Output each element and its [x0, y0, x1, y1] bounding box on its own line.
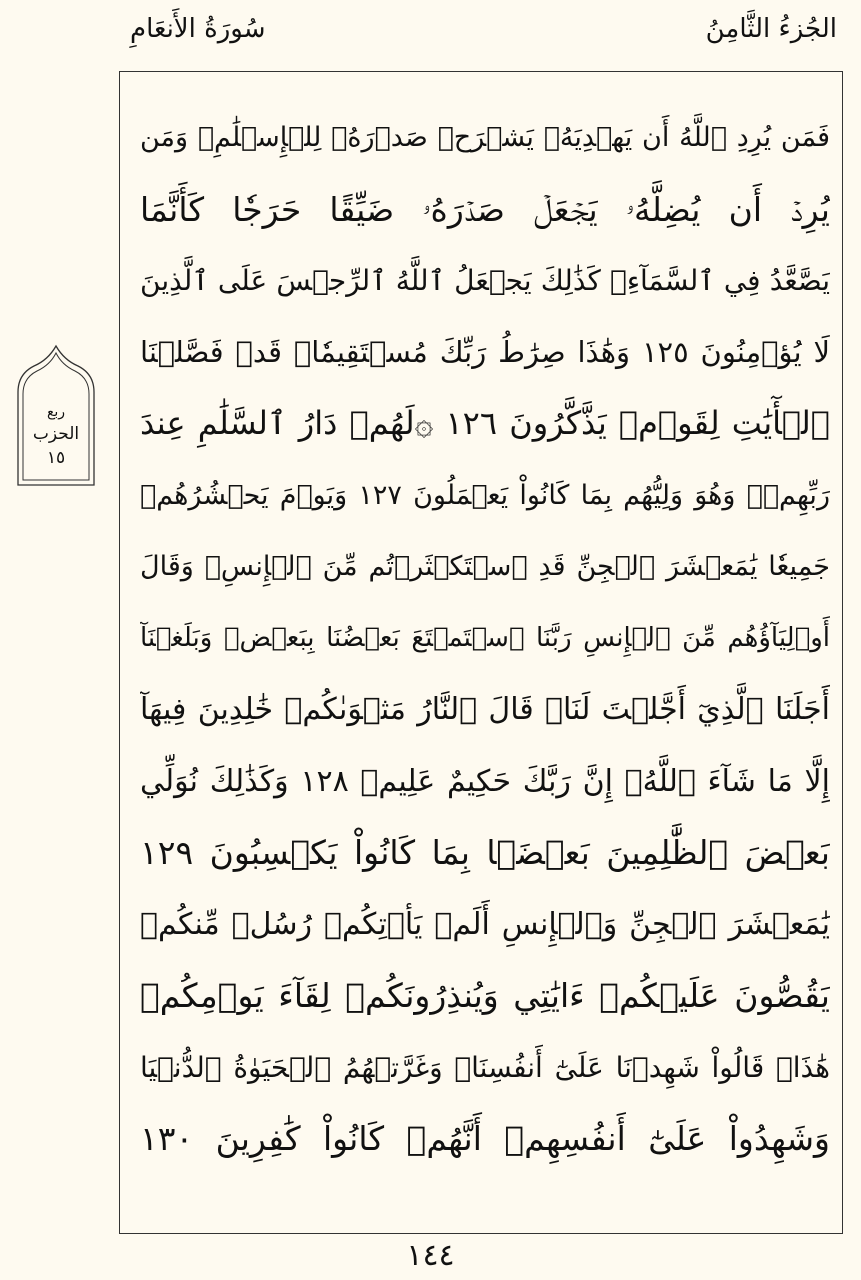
verse-line: لَا يُؤۡمِنُونَ ١٢٥ وَهَٰذَا صِرَٰطُ رَبِّكَ مُسۡتَقِيمٗاۗ قَدۡ فَصَّلۡنَا: [140, 334, 830, 369]
verse-lines: [140, 102, 830, 1175]
verse-line: بَعۡضَ ٱلظَّٰلِمِينَ بَعۡضَۢا بِمَا كَانُواْ يَكۡسِبُونَ ١٢٩: [140, 833, 830, 872]
verse-line: يَصَّعَّدُ فِي ٱلسَّمَآءِۚ كَذَٰلِكَ يَجۡعَلُ ٱللَّهُ ٱلرِّجۡسَ عَلَى ٱلَّذِينَ: [140, 264, 830, 297]
verse-line: إِلَّا مَا شَآءَ ٱللَّهُۗ إِنَّ رَبَّكَ حَكِيمٌ عَلِيمٞ ١٢٨ وَكَذَٰلِكَ نُوَلِّي: [140, 763, 830, 799]
hizb-marker: [8, 340, 104, 490]
verse-line: أَوۡلِيَآؤُهُم مِّنَ ٱلۡإِنسِ رَبَّنَا ٱسۡتَمۡتَعَ بَعۡضُنَا بِبَعۡضٖ وَبَلَغۡنَآ: [140, 622, 830, 653]
verse-line: يَقُصُّونَ عَلَيۡكُمۡ ءَايَٰتِي وَيُنذِرُونَكُمۡ لِقَآءَ يَوۡمِكُمۡ: [140, 976, 830, 1015]
verse-line: يُرِدۡ أَن يُضِلَّهُۥ يَجۡعَلۡ صَدۡرَهُۥ ضَيِّقًا حَرَجٗا كَأَنَّمَا: [140, 189, 830, 229]
verse-line: فَمَن يُرِدِ ٱللَّهُ أَن يَهۡدِيَهُۥ يَشۡرَحۡ صَدۡرَهُۥ لِلۡإِسۡلَٰمِۖ وَمَن: [140, 122, 830, 153]
verse-line: أَجَلَنَا ٱلَّذِيٓ أَجَّلۡتَ لَنَاۚ قَالَ ٱلنَّارُ مَثۡوَىٰكُمۡ خَٰلِدِينَ فِيهَآ: [140, 692, 830, 727]
verse-line: جَمِيعٗا يَٰمَعۡشَرَ ٱلۡجِنِّ قَدِ ٱسۡتَكۡثَرۡتُم مِّنَ ٱلۡإِنسِۖ وَقَالَ: [140, 551, 830, 582]
verse-line: يَٰمَعۡشَرَ ٱلۡجِنِّ وَٱلۡإِنسِ أَلَمۡ يَأۡتِكُمۡ رُسُلٞ مِّنكُمۡ: [140, 906, 830, 942]
page-number: ١٤٤: [406, 1238, 455, 1273]
hizb-quarter-label: ربع: [46, 404, 66, 420]
surah-title: سُورَةُ الأَنعَامِ: [130, 14, 266, 44]
verse-line: ٱلۡأٓيَٰتِ لِقَوۡمٖ يَذَّكَّرُونَ ١٢٦ ۞لَهُمۡ دَارُ ٱلسَّلَٰمِ عِندَ: [140, 404, 830, 442]
juz-title: الجُزءُ الثَّامِنُ: [705, 14, 837, 44]
hizb-number: ١٥: [46, 448, 66, 468]
verse-line: هَٰذَاۚ قَالُواْ شَهِدۡنَا عَلَىٰٓ أَنفُسِنَاۖ وَغَرَّتۡهُمُ ٱلۡحَيَوٰةُ ٱلدُّنۡيَا: [140, 1050, 830, 1084]
hizb-label: الحزب: [32, 424, 80, 444]
verse-line: وَشَهِدُواْ عَلَىٰٓ أَنفُسِهِمۡ أَنَّهُمۡ كَانُواْ كَٰفِرِينَ ١٣٠: [140, 1119, 830, 1158]
verse-line: رَبِّهِمۡۖ وَهُوَ وَلِيُّهُم بِمَا كَانُواْ يَعۡمَلُونَ ١٢٧ وَيَوۡمَ يَحۡشُرُهُمۡ: [140, 479, 830, 511]
